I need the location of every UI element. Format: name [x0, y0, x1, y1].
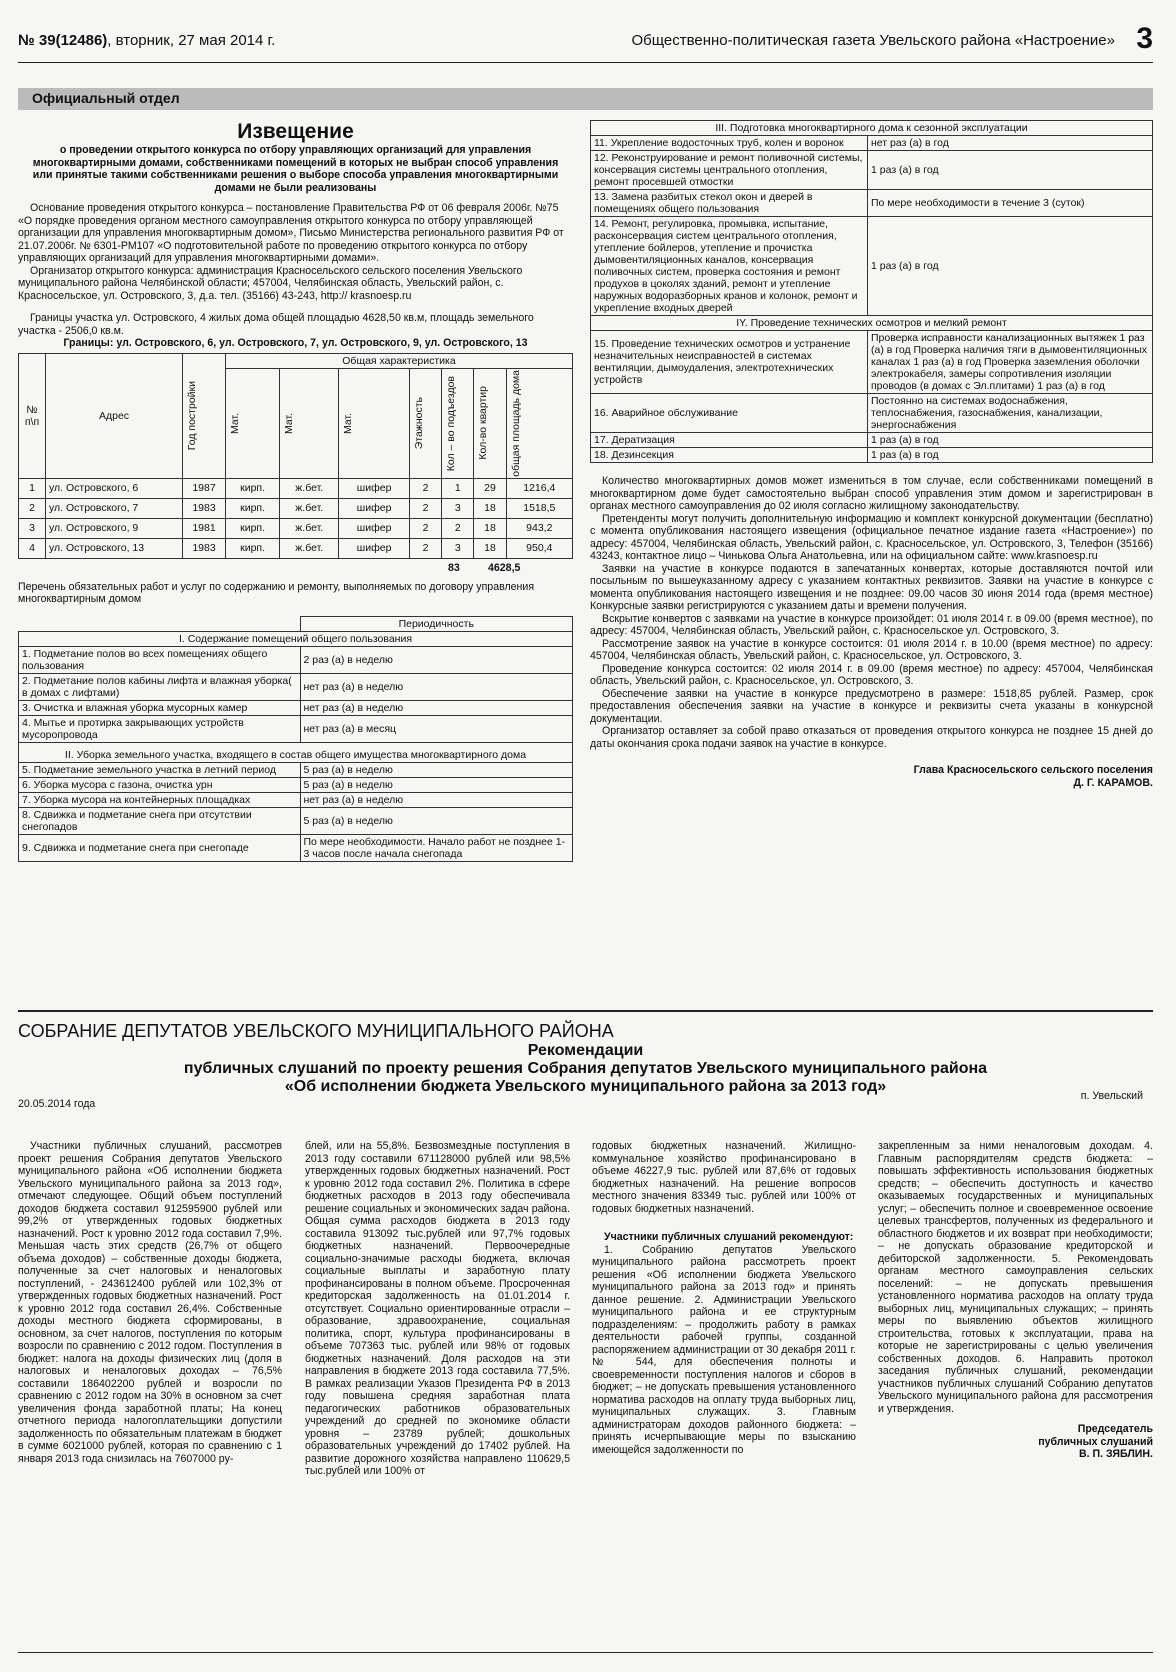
works-section-2: II. Уборка земельного участка, входящего в состав общего имущества многоквартирного дома	[19, 742, 573, 762]
works-period-header: Периодичность	[300, 616, 573, 631]
col-address: Адрес	[46, 353, 183, 478]
rec-subject: «Об исполнении бюджета Увельского муниципального района за 2013 год»	[284, 1078, 887, 1095]
work-period: По мере необходимости в течение 3 (суток)	[868, 190, 1153, 217]
cond-quantity: Количество многоквартирных домов может измениться в том случае, если собственниками помещений в многоквартирном доме будет самостоятельно выбран способ управления этим домом и зарегистрирован в органах местного самоуправления до 02 июля согласно жилищному законодательству.	[590, 475, 1153, 512]
house-cell: 18	[474, 538, 506, 558]
house-row	[19, 518, 573, 538]
work-row	[19, 715, 573, 742]
notice-conditions	[590, 475, 1153, 750]
notice-title: Извещение	[237, 120, 354, 143]
cond-opening: Вскрытие конвертов с заявками на участие в конкурсе произойдет: 01 июля 2014 г. в 09.00 (время местное), по адресу: 457004, Челябинская область, Увельский район, с. Красносельское ул. Островского, 3.	[590, 612, 1153, 637]
col-mat-floors: Мат.	[283, 412, 296, 434]
work-row	[591, 331, 1153, 394]
notice-right-column	[590, 120, 1153, 789]
work-period: 2 раз (а) в неделю	[300, 646, 573, 673]
issue-date: , вторник, 27 мая 2014 г.	[107, 32, 276, 49]
house-cell: 3	[19, 518, 46, 538]
house-cell: 1983	[183, 538, 226, 558]
section-bar	[18, 88, 1153, 110]
newspaper-name: Общественно-политическая газета Увельского района «Настроение»	[631, 32, 1115, 49]
rec-column-1	[18, 1140, 282, 1465]
cond-applications: Заявки на участие в конкурсе подаются в запечатанных конвертах, которые доставляются почтой или посыльным по вышеуказанному адресу с указанием контактных реквизитов. Заявки на участие в конкурсе с момента опубликования настоящего извещения и не позднее: 09.00 часов 30 июня 2014 года (время местное) Конкурсные заявки регистрируются с указанием даты и времени получения.	[590, 562, 1153, 612]
houses-totals	[18, 559, 573, 577]
work-period: нет раз (а) в месяц	[300, 715, 573, 742]
notice-boundaries-list: Границы: ул. Островского, 6, ул. Островского, 7, ул. Островского, 9, ул. Островского, 13	[63, 337, 528, 349]
house-cell: 943,2	[506, 518, 572, 538]
house-cell: 18	[474, 518, 506, 538]
recommendations-article	[18, 1020, 1153, 1112]
rec-col3-items: 1. Собранию депутатов Увельского муниципального района рассмотреть проект решения «Об исполнении бюджета Увельского муниципального района за 2013 год» и принять данное решение. 2. Администрации Увельского муниципального района и ее структурным подразделениям: – продолжить работу в рамках деятельности рабочей группы, созданной распоряжением администрации от 30 декабря 2011 г. № 544, для обеспечения полноты и своевременности поступления налогов и сборов в бюджет; – не допускать превышения установленного норматива расходов на оплату труда выборных лиц, муниципальных служащих. 3. Главным администраторам доходов районного бюджета: – принять исчерпывающие меры по взысканию имеющейся задолженности по	[592, 1243, 856, 1456]
works-table-left	[18, 616, 573, 862]
house-cell: 1	[19, 478, 46, 498]
rec-title: Рекомендации	[527, 1042, 644, 1059]
rec-organization: СОБРАНИЕ ДЕПУТАТОВ УВЕЛЬСКОГО МУНИЦИПАЛЬНОГО РАЙОНА	[18, 1021, 614, 1041]
cond-contest: Проведение конкурса состоится: 02 июля 2014 г. в 09.00 (время местное) по адресу: 457004, Челябинская область, Увельский район, с. Красносельское, ул. Островского, 3.	[590, 662, 1153, 687]
work-row	[591, 448, 1153, 463]
work-row	[591, 394, 1153, 433]
work-name: 7. Уборка мусора на контейнерных площадках	[19, 792, 301, 807]
works-intro: Перечень обязательных работ и услуг по содержанию и ремонту, выполняемых по договору управления многоквартирным домом	[18, 580, 535, 605]
house-cell: 18	[474, 498, 506, 518]
house-cell: ж.бет.	[280, 478, 339, 498]
work-name: 1. Подметание полов во всех помещениях общего пользования	[19, 646, 301, 673]
rec-signer-title: Председатель	[1077, 1423, 1153, 1435]
article-divider	[18, 1010, 1153, 1012]
total-flats: 83	[448, 561, 460, 574]
house-cell: шифер	[339, 518, 410, 538]
col-flats: Кол-во квартир	[477, 386, 490, 460]
cond-review: Рассмотрение заявок на участие в конкурсе состоится: 01 июля 2014 г. в 10.00 (время местное) по адресу: 457004, Челябинская область, Увельский район, с. Красносельское, ул. Островского, 3.	[590, 637, 1153, 662]
work-name: 15. Проведение технических осмотров и устранение незначительных неисправностей в системах вентиляции, дымоудаления, электротехнических устройств	[591, 331, 868, 394]
work-name: 13. Замена разбитых стекол окон и дверей в помещениях общего пользования	[591, 190, 868, 217]
rec-recommend-heading: Участники публичных слушаний рекомендуют:	[604, 1231, 854, 1243]
rec-dateline	[18, 1090, 1153, 1112]
rec-column-4	[878, 1140, 1153, 1461]
col-mat-walls: Мат.	[229, 412, 241, 434]
rec-signature	[878, 1423, 1153, 1461]
house-cell: шифер	[339, 538, 410, 558]
rec-signer-role: публичных слушаний	[1038, 1435, 1153, 1448]
work-period: нет раз (а) в неделю	[300, 673, 573, 700]
col-num: № п\п	[19, 353, 46, 478]
house-cell: кирп.	[226, 518, 280, 538]
house-cell: 1216,4	[506, 478, 572, 498]
house-cell: 2	[409, 538, 441, 558]
work-name: 17. Дератизация	[591, 433, 868, 448]
rec-column-2	[305, 1140, 570, 1478]
cond-security: Обеспечение заявки на участие в конкурсе предусмотрено в размере: 1518,85 рублей. Размер, срок предоставления обеспечения заявки на участие в конкурсе и реквизиты счета указаны в конкурсной документации.	[590, 687, 1153, 725]
work-row	[19, 673, 573, 700]
houses-table	[18, 353, 573, 559]
house-cell: ул. Островского, 9	[46, 518, 183, 538]
work-name: 4. Мытье и протирка закрывающих устройств мусоропровода	[19, 715, 301, 742]
page-header	[18, 22, 1153, 58]
house-cell: кирп.	[226, 478, 280, 498]
rec-column-3	[592, 1140, 856, 1456]
footer-divider	[18, 1652, 1153, 1653]
notice-basis: Основание проведения открытого конкурса – постановление Правительства РФ от 06 февраля 2006г. №75 «О порядке проведения органом местного самоуправления открытого конкурса по отбору управляющей организации для управления многоквартирным домом», Письмо Министерства регионального развития РФ от 21.07.2006г. № 6301-РМ107 «О подготовительной работе по проведению открытого конкурса по отбору управляющих организаций для управления многоквартирными домами».	[18, 202, 564, 264]
house-cell: шифер	[339, 498, 410, 518]
house-cell: 3	[442, 498, 474, 518]
work-period: По мере необходимости. Начало работ не позднее 1-3 часов после начала снегопада	[300, 834, 573, 861]
work-period: нет раз (а) в год	[868, 136, 1153, 151]
work-row	[19, 762, 573, 777]
issue-number: № 39(12486)	[18, 32, 108, 49]
work-name: 18. Дезинсекция	[591, 448, 868, 463]
house-row	[19, 478, 573, 498]
house-cell: ул. Островского, 7	[46, 498, 183, 518]
work-name: 11. Укрепление водосточных труб, колен и воронок	[591, 136, 868, 151]
col-year: Год постройки	[186, 380, 198, 451]
rec-date: 20.05.2014 года	[18, 1098, 96, 1110]
work-row	[591, 217, 1153, 316]
house-cell: 3	[442, 538, 474, 558]
house-cell: 2	[409, 518, 441, 538]
work-name: 9. Сдвижка и подметание снега при снегопаде	[19, 834, 301, 861]
work-row	[591, 136, 1153, 151]
rec-col4-text: закрепленным за ними неналоговым доходам. 4. Главным распорядителям средств бюджета: – повышать эффективность использования бюджетных средств; – обеспечить доступность и качество оказываемых государственных и муниципальных услуг; – обеспечить полное и своевременное освоение целевых трансфертов, полученных из федерального и областного бюджетов и их возврат при необходимости; – не допускать образование кредиторской и дебиторской задолженности. 5. Рекомендовать органам местного самоуправления сельских поселений: – не допускать превышения установленного норматива расходов на оплату труда выборных лиц, муниципальных служащих; – принять меры по выявлению объектов жилищного строительства, готовых к эксплуатации, права на которые не зарегистрированы с целью увеличения собственных доходов. 6. Направить протокол заседания публичных слушаний, рекомендации участников публичных слушаний Собранию депутатов Увельского муниципального района для рассмотрения и утверждения.	[878, 1140, 1153, 1415]
notice-subtitle: о проведении открытого конкурса по отбору управляющих организаций для управления многоквартирными домами, собственниками помещений в которых не выбран способ управления или принятые такими собственниками решения о выборе способа управления многоквартирными домами не были реализованы	[32, 144, 559, 194]
issue-info	[18, 32, 275, 49]
work-period: 5 раз (а) в неделю	[300, 777, 573, 792]
house-cell: ж.бет.	[280, 538, 339, 558]
house-cell: 2	[19, 498, 46, 518]
house-cell: 1518,5	[506, 498, 572, 518]
house-cell: 1981	[183, 518, 226, 538]
notice-body	[18, 202, 573, 350]
house-cell: ул. Островского, 13	[46, 538, 183, 558]
house-cell: кирп.	[226, 498, 280, 518]
col-general: Общая характеристика	[226, 353, 573, 368]
house-cell: 2	[409, 498, 441, 518]
work-row	[19, 807, 573, 834]
section-title: Официальный отдел	[32, 90, 180, 106]
notice-left-column	[18, 120, 573, 862]
works-table-right	[590, 120, 1153, 463]
house-cell: шифер	[339, 478, 410, 498]
notice-boundaries: Границы участка ул. Островского, 4 жилых дома общей площадью 4628,50 кв.м, площадь земельного участка - 2506,0 кв.м.	[18, 312, 534, 337]
house-row	[19, 538, 573, 558]
work-row	[19, 646, 573, 673]
house-row	[19, 498, 573, 518]
cond-info: Претенденты могут получить дополнительную информацию и комплект конкурсной документации (бесплатно) с момента опубликования настоящего извещения (официальное печатное издание газета «Настроение») по адресу: 457004, Челябинская область, Увельский район, с. Красносельское, ул. Островского, 3, Телефон (35166) 43243, контактное лицо – Чинькова Ольга Анатольевна, или на официальном сайте: www.krasnoesp.ru	[590, 512, 1153, 562]
col-floors: Этажность	[412, 396, 425, 450]
works-section-1: I. Содержание помещений общего пользования	[19, 631, 573, 646]
header-divider	[18, 62, 1153, 63]
work-row	[19, 777, 573, 792]
work-name: 14. Ремонт, регулировка, промывка, испытание, расконсервация систем центрального отопления, утепление бойлеров, утепление и прочистка дымовентиляционных каналов, консервация поливочных систем, проверка состояния и ремонт продухов в цоколях зданий, ремонт и утепление наружных водоразборных кранов и колонок, ремонт и укрепление входных дверей	[591, 217, 868, 316]
work-row	[591, 433, 1153, 448]
house-cell: 1983	[183, 498, 226, 518]
work-name: 8. Сдвижка и подметание снега при отсутствии снегопадов	[19, 807, 301, 834]
house-cell: кирп.	[226, 538, 280, 558]
work-period: 5 раз (а) в неделю	[300, 762, 573, 777]
col-entrances: Кол – во подъездов	[445, 375, 458, 471]
cond-refusal: Организатор оставляет за собой право отказаться от проведения открытого конкурса не позднее 15 дней до даты окончания срока подачи заявок на участие в конкурсе.	[590, 725, 1153, 750]
rec-place: п. Увельский	[1080, 1090, 1143, 1102]
rec-col2-text: блей, или на 55,8%. Безвозмездные поступления в 2013 году составили 671128000 рублей или 98,5% утвержденных годовых бюджетных назначений. Рост к уровню 2012 года составил 2%. Политика в сфере бюджетных расходов в 2013 году обеспечивала решение социальных и экономических задач района. Общая сумма расходов бюджета в 2013 году составила 913092 тыс.рублей или 97,7% годовых бюджетных назначений. Первоочередные социально-значимые расходы бюджета, включая социальные выплаты и заработную плату профинансированы в полном объеме. Просроченная кредиторская задолженность на 01.01.2014 г. отсутствует. Социально ориентированные отрасли – образование, здравоохранение, социальная политика, спорт, культура профинансированы в объеме 707363 тыс. рублей или 98% от годовых бюджетных назначений. Доля расходов на эти направления в бюджете 2013 года составила 77,5%. В рамках реализации Указов Президента РФ в 2013 году повышена средняя заработная плата педагогических работников образовательных учреждений до средней по экономике области уровня – 23789 рублей; дошкольных образовательных учреждений до 17402 рублей. На развитие дорожного хозяйства направлено 110629,5 тыс.рублей или 100% от	[305, 1140, 570, 1477]
house-cell: 29	[474, 478, 506, 498]
work-period: 1 раз (а) в год	[868, 217, 1153, 316]
house-cell: 1	[442, 478, 474, 498]
rec-col3-text: годовых бюджетных назначений. Жилищно-коммунальное хозяйство профинансировано в объеме 46227,9 тыс. рублей или 87,6% от годовых бюджетных назначений. На решение вопросов местного значения 83349 тыс. рублей или 100% от годовых бюджетных назначений.	[592, 1140, 856, 1215]
rec-col1-text: Участники публичных слушаний, рассмотрев проект решения Собрания депутатов Увельского муниципального района «Об исполнении бюджета Увельского муниципального района за 2013 год», отмечают следующее. Общий объем поступлений доходов бюджета составил 912595900 рублей или 99,2% от утвержденных годовых бюджетных назначений. Рост к уровню 2012 года составил 7,9%. Меньшая часть этих средств (26,7% от общего объема доходов) – собственные доходы бюджета, полученные за счет налоговых и неналоговых поступлений, - 243612400 рублей или 102,3% от утвержденных годовых бюджетных назначений. Рост к уровню 2012 года составил 26,4%. Собственные доходы местного бюджета сформированы, в основном, за счет налогов, поступления по которым возросли по сравнению с 2012 годом. Поступления в бюджет: налога на доходы физических лиц (доля в налоговых и неналоговых доходах – 76,5% составили 186402200 рублей и возросли по сравнению с 2012 годом на 30% в основном за счет увеличения фонда заработной платы; На конец отчетного периода налогоплательщики допустили задолженность по обязательным платежам в бюджет в сумме 6021000 рублей, которая по сравнению с 1 января 2013 года снизилась на 7607000 ру-	[18, 1140, 282, 1465]
house-cell: ж.бет.	[280, 518, 339, 538]
work-period: нет раз (а) в неделю	[300, 792, 573, 807]
notice-signer-title: Глава Красносельского сельского поселения	[913, 764, 1153, 776]
house-cell: 950,4	[506, 538, 572, 558]
col-mat-roof: Мат.	[342, 412, 355, 434]
work-period: 1 раз (а) в год	[868, 433, 1153, 448]
work-period: Постоянно на системах водоснабжения, теплоснабжения, газоснабжения, канализации, энергоснабжения	[868, 394, 1153, 433]
house-cell: 4	[19, 538, 46, 558]
work-row	[19, 792, 573, 807]
work-row	[19, 834, 573, 861]
work-name: 16. Аварийное обслуживание	[591, 394, 868, 433]
rec-subtitle: публичных слушаний по проекту решения Собрания депутатов Увельского муниципального района	[183, 1060, 988, 1077]
house-cell: 1987	[183, 478, 226, 498]
work-row	[591, 151, 1153, 190]
notice-signature	[590, 764, 1153, 789]
works-section-3: III. Подготовка многоквартирного дома к сезонной эксплуатации	[591, 121, 1153, 136]
work-period: 1 раз (а) в год	[868, 448, 1153, 463]
work-name: 12. Реконструирование и ремонт поливочной системы, консервация системы центрального отопления, ремонт просевшей отмостки	[591, 151, 868, 190]
works-section-4: IY. Проведение технических осмотров и мелкий ремонт	[591, 316, 1153, 331]
house-cell: ж.бет.	[280, 498, 339, 518]
page-number: 3	[1136, 22, 1153, 55]
work-period: нет раз (а) в неделю	[300, 700, 573, 715]
house-cell: 2	[442, 518, 474, 538]
notice-organizer: Организатор открытого конкурса: администрация Красносельского сельского поселения Увельского муниципального района Челябинской области; 457004, Челябинская область, Увельский район, с. Красносельское, ул. Островского, 3, д.а. тел. (35166) 43-243, http:// krasnoesp.ru	[18, 264, 523, 302]
rec-signer-name: В. П. ЗЯБЛИН.	[1078, 1448, 1153, 1460]
work-row	[19, 700, 573, 715]
total-area: 4628,5	[488, 561, 521, 574]
work-name: 2. Подметание полов кабины лифта и влажная уборка( в домах с лифтами)	[19, 673, 301, 700]
col-area: общая площадь дома	[509, 369, 522, 477]
work-row	[591, 190, 1153, 217]
work-period: Проверка исправности канализационных вытяжек 1 раз (а) в год Проверка наличия тяги в дымовентиляционных каналах 1 раз (а) в год Проверка заземления оболочки электрокабеля, замеры сопротивления изоляции проводов (в домах с Эл.плитами) 1 раз (а) в год	[868, 331, 1153, 394]
work-period: 1 раз (а) в год	[868, 151, 1153, 190]
notice-signer-name: Д. Г. КАРАМОВ.	[1073, 776, 1153, 789]
work-name: 6. Уборка мусора с газона, очистка урн	[19, 777, 301, 792]
house-cell: 2	[409, 478, 441, 498]
work-name: 3. Очистка и влажная уборка мусорных камер	[19, 700, 301, 715]
work-period: 5 раз (а) в неделю	[300, 807, 573, 834]
house-cell: ул. Островского, 6	[46, 478, 183, 498]
work-name: 5. Подметание земельного участка в летний период	[19, 762, 301, 777]
